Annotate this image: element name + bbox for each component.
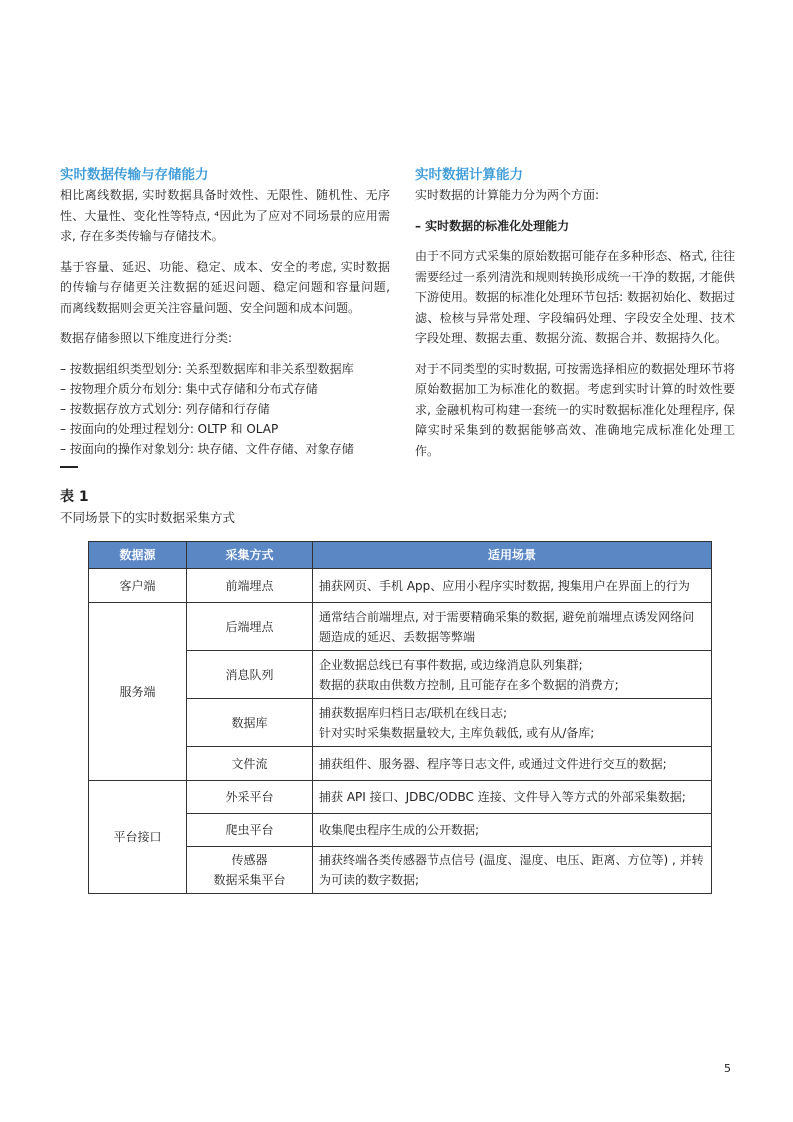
left-column [60, 163, 390, 459]
paragraph: 基于容量、延迟、功能、稳定、成本、安全的考虑, 实时数据的传输与存储更关注数据的延迟问题、稳定问题和容量问题, 而离线数据则会更关注容量问题、安全问题和成本问题。 [60, 259, 390, 315]
scene-cell [313, 699, 712, 747]
method-cell: 前端埋点 [187, 569, 313, 603]
divider [60, 466, 78, 468]
section-heading: 实时数据计算能力 [415, 167, 523, 183]
scene-cell [313, 651, 712, 699]
scene-line: 数据的获取由供数方控制, 且可能存在多个数据的消费方; [319, 677, 619, 692]
table-label: 表 1 [60, 489, 89, 505]
table-row [89, 569, 712, 603]
page-number: 5 [724, 1062, 731, 1075]
collection-table [88, 541, 712, 894]
scene-cell: 捕获网页、手机 App、应用小程序实时数据, 搜集用户在界面上的行为 [313, 569, 712, 603]
paragraph: 相比离线数据, 实时数据具备时效性、无限性、随机性、无序性、大量性、变化性等特点, ⁴因此为了应对不同场景的应用需求, 存在多类传输与存储技术。 [60, 188, 390, 243]
scene-cell: 捕获终端各类传感器节点信号 (温度、湿度、电压、距离、方位等) , 并转为可读的数字数据; [313, 847, 712, 894]
scene-cell: 收集爬虫程序生成的公开数据; [313, 814, 712, 847]
storage-list [60, 359, 390, 459]
table-row [89, 603, 712, 651]
scene-line: 针对实时采集数据量较大, 主库负载低, 或有从/备库; [319, 725, 595, 740]
scene-line: 捕获数据库归档日志/联机在线日志; [319, 705, 508, 720]
method-cell: 后端埋点 [187, 603, 313, 651]
header-cell: 采集方式 [187, 542, 313, 569]
table-header [89, 542, 712, 569]
list-item: – 按面向的操作对象划分: 块存储、文件存储、对象存储 [60, 439, 390, 459]
method-cell: 文件流 [187, 747, 313, 781]
right-column [415, 163, 735, 461]
list-item: – 按数据组织类型划分: 关系型数据库和非关系型数据库 [60, 359, 390, 379]
paragraph: 实时数据的计算能力分为两个方面: [415, 188, 600, 202]
method-cell: 消息队列 [187, 651, 313, 699]
table-row [89, 781, 712, 814]
paragraph: 对于不同类型的实时数据, 可按需选择相应的数据处理环节将原始数据加工为标准化的数据。考虑到实时计算的时效性要求, 金融机构可构建一套统一的实时数据标准化处理程序, 保障实时采集到的数据能够高效、准确地完成标准化处理工作。 [415, 361, 735, 458]
group-cell: 客户端 [89, 569, 187, 603]
method-cell: 数据库 [187, 699, 313, 747]
scene-line: 企业数据总线已有事件数据, 或边缘消息队列集群; [319, 657, 583, 672]
method-line: 传感器 [231, 853, 268, 867]
method-cell: 外采平台 [187, 781, 313, 814]
method-line: 数据采集平台 [213, 873, 286, 887]
header-cell: 数据源 [89, 542, 187, 569]
list-item: – 按面向的处理过程划分: OLTP 和 OLAP [60, 419, 390, 439]
table-caption: 不同场景下的实时数据采集方式 [60, 510, 236, 525]
scene-cell: 通常结合前端埋点, 对于需要精确采集的数据, 避免前端埋点诱发网络问题造成的延迟、丢数据等弊端 [313, 603, 712, 651]
paragraph: 由于不同方式采集的原始数据可能存在多种形态、格式, 往往需要经过一系列清洗和规则转换形成统一干净的数据, 才能供下游使用。数据的标准化处理环节包括: 数据初始化、数据过滤、检核与异常处理、字段编码处理、字段安全处理、技术字段处理、数据去重、数据分流、数据合并、数据持久化。 [415, 249, 735, 345]
list-item: – 按物理介质分布划分: 集中式存储和分布式存储 [60, 379, 390, 399]
group-cell: 服务端 [89, 603, 187, 781]
list-item: – 按数据存放方式划分: 列存储和行存储 [60, 399, 390, 419]
scene-cell: 捕获组件、服务器、程序等日志文件, 或通过文件进行交互的数据; [313, 747, 712, 781]
section-heading: 实时数据传输与存储能力 [60, 167, 209, 183]
header-cell: 适用场景 [313, 542, 712, 569]
scene-cell: 捕获 API 接口、JDBC/ODBC 连接、文件导入等方式的外部采集数据; [313, 781, 712, 814]
method-cell: 爬虫平台 [187, 814, 313, 847]
subheading: – 实时数据的标准化处理能力 [415, 218, 570, 233]
collection-table-wrap [88, 541, 712, 894]
paragraph: 数据存储参照以下维度进行分类: [60, 331, 233, 345]
method-cell [187, 847, 313, 894]
group-cell: 平台接口 [89, 781, 187, 894]
